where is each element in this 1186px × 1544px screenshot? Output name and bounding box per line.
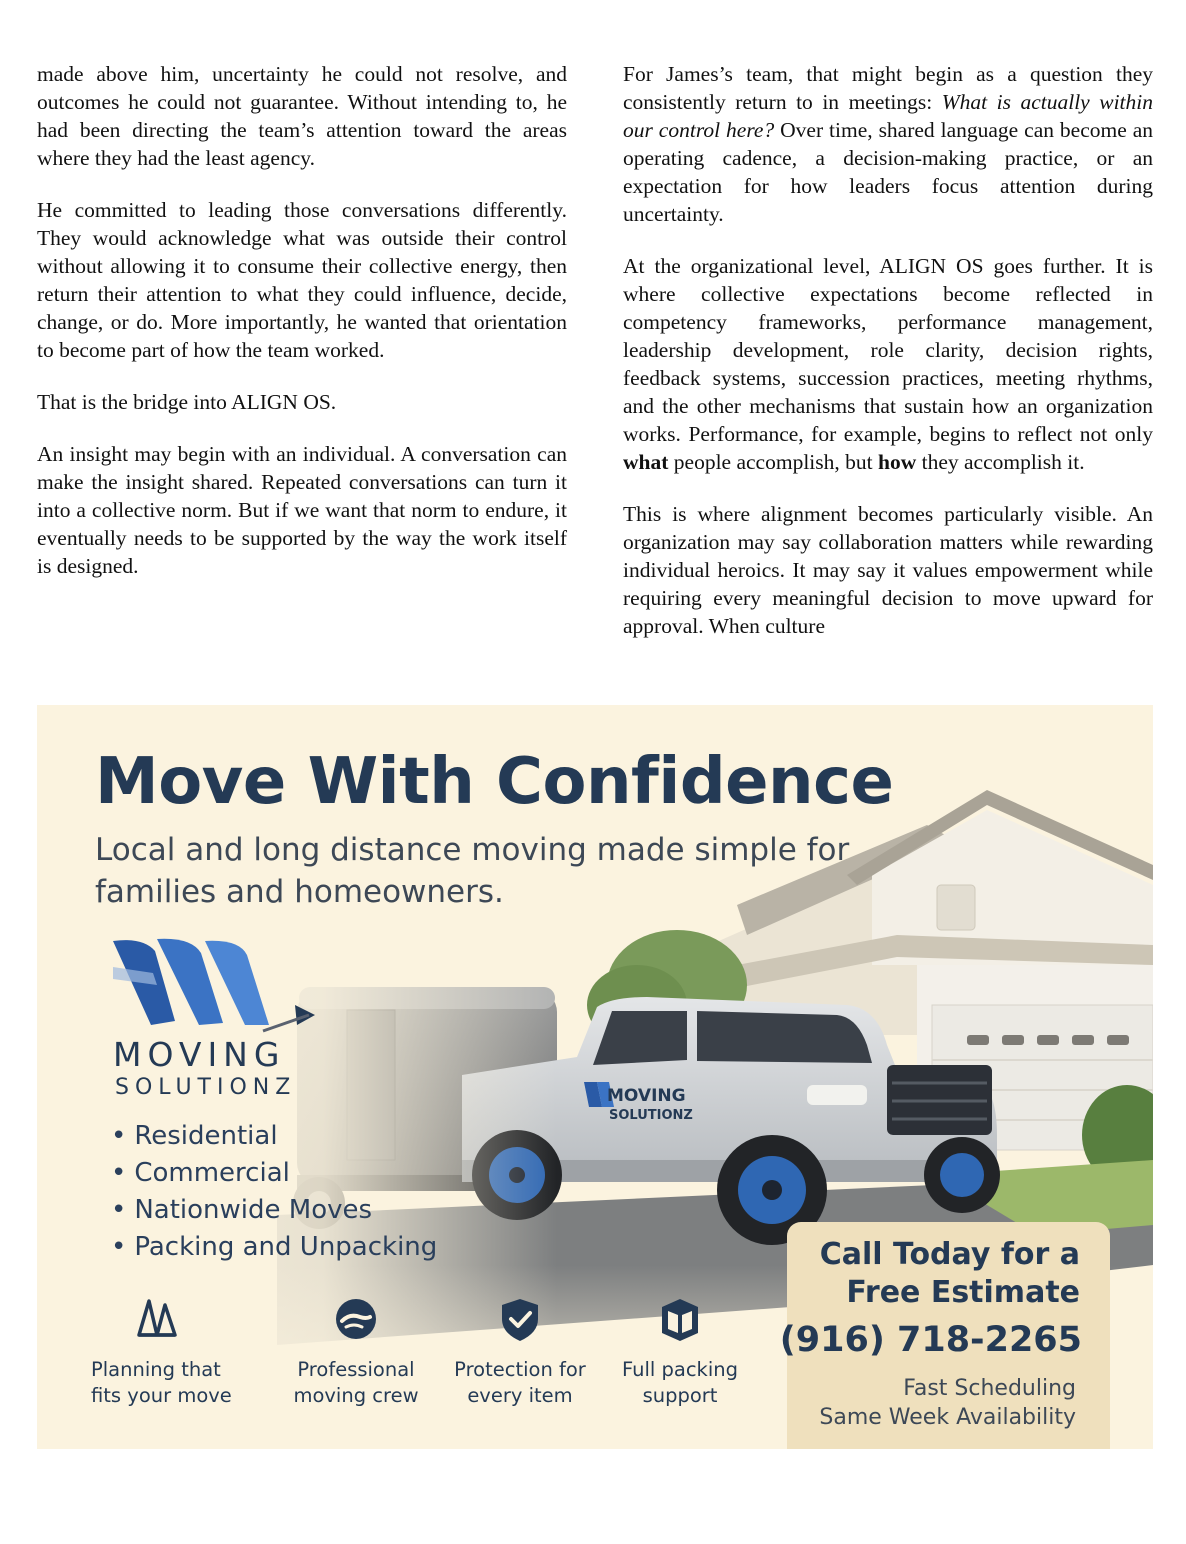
- moving-advertisement: [37, 705, 1153, 1449]
- ad-subheadline: Local and long distance moving made simple for families and homeowners.: [95, 832, 850, 910]
- cta-note-availability: Same Week Availability: [819, 1405, 1076, 1430]
- feature-row: [91, 1295, 771, 1405]
- paragraph: This is where alignment becomes particularly visible. An organization may say collaboration matters while rewarding individual heroics. It may say it values empowerment while requiring every meaningful decision to move upward for approval. When culture: [623, 502, 1153, 638]
- feature-label: Protection for every item: [454, 1358, 586, 1407]
- feature-label: Professional moving crew: [293, 1358, 419, 1407]
- feature-label: Planning that fits your move: [91, 1358, 232, 1407]
- feature-crew: [271, 1295, 441, 1409]
- handshake-icon: [332, 1295, 380, 1343]
- bold-word: what: [623, 450, 669, 474]
- call-to-action-panel: [779, 1222, 1110, 1449]
- service-item: • Packing and Unpacking: [111, 1229, 437, 1266]
- cta-title: Call Today for a Free Estimate: [819, 1237, 1080, 1310]
- feature-label: Full packing support: [621, 1358, 739, 1407]
- paragraph: He committed to leading those conversations differently. They would acknowledge what was outside their control without allowing it to consume their collective energy, then return their attention to what they could influence, decide, change, or do. More importantly, he wanted that orientation to become part of how the team worked.: [37, 198, 567, 362]
- paragraph: made above him, uncertainty he could not resolve, and outcomes he could not guarantee. Without intending to, he had been directing the team’s attention toward the areas where they had the least agency.: [37, 62, 567, 170]
- paragraph: An insight may begin with an individual. A conversation can make the insight shared. Repeated conversations can turn it into a collective norm. But if we want that norm to endure, it eventually needs to be supported by the way the work itself is designed.: [37, 442, 567, 578]
- text-run: they accomplish it.: [916, 450, 1085, 474]
- text-run: Over time, shared language can become an operating cadence, a decision-making practice, or an expectation for how leaders focus attention during uncertainty.: [623, 118, 1153, 226]
- paragraph: [623, 252, 1153, 476]
- article-right-column: [623, 60, 1153, 640]
- map-icon: [133, 1295, 181, 1343]
- truck-logo-word2: SOLUTIONZ: [609, 1108, 693, 1123]
- text-run: people accomplish, but: [668, 450, 878, 474]
- service-item: • Nationwide Moves: [111, 1192, 437, 1229]
- truck-logo-word1: MOVING: [607, 1086, 686, 1106]
- logo-word-moving: MOVING: [113, 1035, 286, 1074]
- paragraph: [623, 60, 1153, 228]
- logo-word-solutionz: SOLUTIONZ: [115, 1075, 297, 1100]
- text-run: For James’s team, that might begin as a question they consistently return to in meetings:: [623, 62, 1153, 114]
- text-run: At the organizational level, ALIGN OS goes further. It is where collective expectations become reflected in competency frameworks, performance management, leadership development, role clarity, decision rights, feedback systems, succession practices, meeting rhythms, and the other mechanisms that sustain how an organization works. Performance, for example, begins to reflect not only: [623, 254, 1153, 446]
- feature-planning: [91, 1295, 241, 1409]
- cta-notes: [819, 1374, 1076, 1432]
- service-item: • Residential: [111, 1118, 437, 1155]
- services-list: [111, 1118, 437, 1266]
- phone-number[interactable]: (916) 718-2265: [779, 1320, 1082, 1360]
- feature-protection: [435, 1295, 605, 1409]
- shield-check-icon: [496, 1295, 544, 1343]
- ad-headline: Move With Confidence: [95, 745, 894, 819]
- logo-stripes-icon: [113, 933, 343, 1043]
- service-item: • Commercial: [111, 1155, 437, 1192]
- cta-note-scheduling: Fast Scheduling: [903, 1376, 1076, 1401]
- feature-packing: [595, 1295, 765, 1409]
- paragraph: That is the bridge into ALIGN OS.: [37, 390, 337, 414]
- italic-question: What is actually within our control here?: [623, 90, 1154, 142]
- article-left-column: [37, 60, 567, 580]
- bold-word: how: [877, 450, 917, 474]
- box-icon: [656, 1295, 704, 1343]
